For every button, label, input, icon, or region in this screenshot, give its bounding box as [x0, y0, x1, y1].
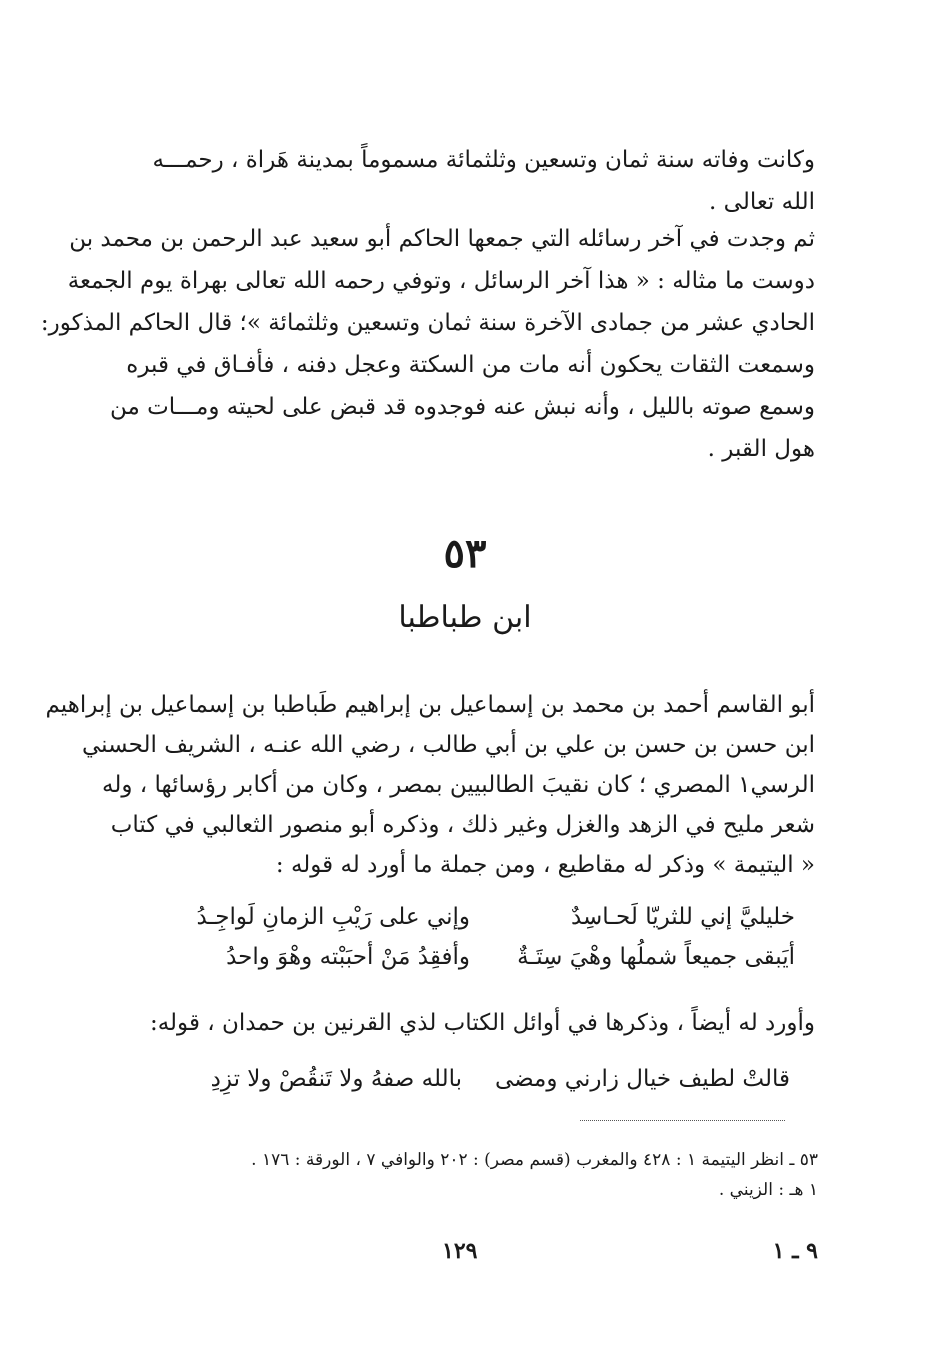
- text-line: وسمعت الثقات يحكون أنه مات من السكتة وعجل دفنه ، فأفـاق في قبره: [126, 352, 815, 378]
- text-line: ابن حسن بن حسن بن علي بن أبي طالب ، رضي الله عنـه ، الشريف الحسني: [82, 732, 815, 758]
- page-number: ١٢٩: [442, 1238, 478, 1264]
- text-line: الحادي عشر من جمادى الآخرة سنة ثمان وتسعين وثلثمائة »؛ قال الحاكم المذكور:: [40, 310, 815, 336]
- verse-hemistich: وأفقِدُ مَنْ أحبَبْته وهْوَ واحدُ: [226, 944, 470, 970]
- text-line: وكانت وفاته سنة ثمان وتسعين وثلثمائة مسموماً بمدينة هَراة ، رحمـــه: [152, 147, 815, 173]
- text-line: شعر مليح في الزهد والغزل وغير ذلك ، وذكره أبو منصور الثعالبي في كتاب: [110, 812, 815, 838]
- text-line: الرسي١ المصري ؛ كان نقيبَ الطالبيين بمصر ، وكان من أكابر رؤسائها ، وله: [102, 772, 815, 798]
- footnote: ١ هـ : الزيني .: [718, 1180, 818, 1200]
- entry-number: ٥٣: [443, 530, 487, 577]
- footnote-separator: [580, 1120, 785, 1121]
- entry-title: ابن طباطبا: [398, 600, 532, 635]
- text-line: أبو القاسم أحمد بن محمد بن إسماعيل بن إبراهيم طَباطبا بن إسماعيل بن إبراهيم: [45, 692, 815, 718]
- text-line: الله تعالى .: [709, 189, 815, 215]
- verse-hemistich: قالتْ لطيف خيال زارني ومضى: [494, 1066, 790, 1092]
- signature-mark: ٩ ـ ١: [772, 1238, 818, 1264]
- verse-hemistich: وإني على رَيْبِ الزمانِ لَواجِـدُ: [196, 904, 470, 930]
- verse-hemistich: بالله صفهُ ولا تَنقُصْ ولا تزِدِ: [210, 1066, 462, 1092]
- verse-hemistich: أيَبقى جميعاً شملُها وهْيَ سِتَـةٌ: [517, 944, 795, 970]
- text-line: هول القبر .: [707, 436, 815, 462]
- text-line: « اليتيمة » وذكر له مقاطيع ، ومن جملة ما أورد له قوله :: [275, 852, 815, 878]
- verse-hemistich: خليليَّ إني للثريّا لَحـاسِدٌ: [570, 904, 795, 930]
- text-line: دوست ما مثاله : « هذا آخر الرسائل ، وتوفي رحمه الله تعالى بهراة يوم الجمعة: [67, 268, 815, 294]
- footnote: ٥٣ ـ انظر اليتيمة ١ : ٤٢٨ والمغرب (قسم مصر) : ٢٠٢ والوافي ٧ ، الورقة : ١٧٦ .: [251, 1150, 818, 1170]
- text-line: ثم وجدت في آخر رسائله التي جمعها الحاكم أبو سعيد عبد الرحمن بن محمد بن: [69, 226, 815, 252]
- text-line: وأورد له أيضاً ، وذكرها في أوائل الكتاب لذي القرنين بن حمدان ، قوله:: [149, 1010, 815, 1036]
- text-line: وسمع صوته بالليل ، وأنه نبش عنه فوجدوه قد قبض على لحيته ومـــات من: [109, 394, 815, 420]
